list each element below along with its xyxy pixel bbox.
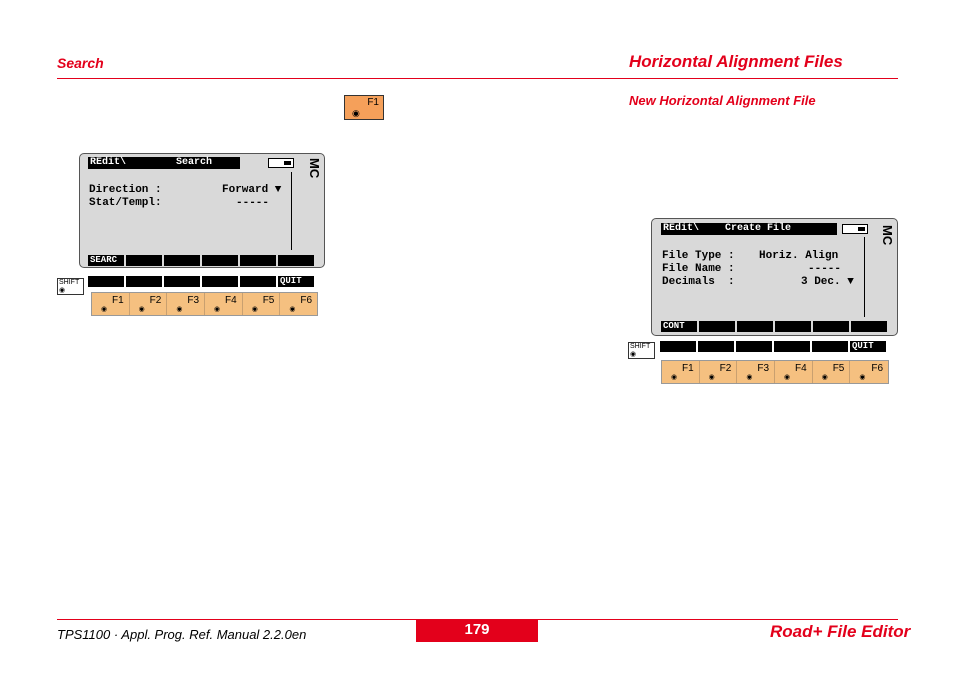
key-dot-icon: ◉ [671, 374, 678, 381]
key-dot-icon: ◉ [708, 374, 715, 381]
f2-label: F2 [149, 295, 162, 306]
page-number: 179 [416, 620, 538, 642]
create-file-screen [651, 218, 898, 336]
section-title-search: Search [57, 55, 104, 71]
f6-key[interactable] [850, 361, 888, 383]
shift-label: SHIFT [630, 343, 651, 350]
key-dot-icon: ◉ [214, 306, 221, 313]
key-dot-icon: ◉ [859, 374, 866, 381]
divider-line [864, 237, 865, 317]
key-dot-icon: ◉ [352, 108, 360, 118]
manual-reference: TPS1100 · Appl. Prog. Ref. Manual 2.2.0en [57, 627, 307, 642]
title-center: Search [176, 157, 213, 168]
f4-key[interactable] [205, 293, 243, 315]
shift-softkey-3[interactable] [736, 341, 772, 352]
mc-label: MC [880, 225, 895, 246]
file-name-value[interactable]: ----- [808, 263, 842, 275]
file-name-label: File Name : [662, 263, 735, 275]
shift-softkey-4[interactable] [774, 341, 810, 352]
title-left: REdit\ [663, 223, 700, 234]
key-dot-icon: ◉ [746, 374, 753, 381]
shift-label: SHIFT [59, 279, 80, 286]
softkey-3[interactable] [164, 255, 200, 266]
f5-label: F5 [832, 363, 845, 374]
file-type-value[interactable]: Horiz. Align [759, 250, 839, 262]
f5-label: F5 [262, 295, 275, 306]
f2-key[interactable] [130, 293, 168, 315]
f3-key[interactable] [737, 361, 775, 383]
f4-key[interactable] [775, 361, 813, 383]
file-type-label: File Type : [662, 250, 735, 262]
direction-value[interactable]: Forward ▼ [222, 184, 282, 196]
softkey-2[interactable] [126, 255, 162, 266]
f4-label: F4 [225, 295, 237, 306]
chapter-title: Road+ File Editor [770, 622, 911, 641]
f1-key[interactable] [92, 293, 130, 315]
function-key-row [91, 292, 318, 316]
softkey-6[interactable] [278, 255, 314, 266]
stat-templ-label: Stat/Templ: [89, 197, 162, 209]
f2-key[interactable] [700, 361, 738, 383]
softkey-3[interactable] [737, 321, 773, 332]
softkey-2[interactable] [699, 321, 735, 332]
shift-softkey-row [660, 341, 886, 352]
softkey-cont[interactable]: CONT [661, 321, 697, 332]
title-center: Create File [725, 223, 792, 234]
f1-key [344, 95, 384, 120]
f6-label: F6 [871, 363, 884, 374]
key-dot-icon: ◉ [784, 374, 791, 381]
f1-label: F1 [682, 363, 694, 374]
f1-label: F1 [112, 295, 124, 306]
key-dot-icon: ◉ [138, 306, 145, 313]
shift-softkey-5[interactable] [240, 276, 276, 287]
screen-titlebar [661, 223, 837, 235]
shift-key[interactable] [57, 278, 84, 295]
f3-label: F3 [757, 363, 770, 374]
screen-titlebar [88, 157, 240, 169]
softkey-5[interactable] [240, 255, 276, 266]
f1-key-label: F1 [367, 97, 379, 108]
softkey-4[interactable] [202, 255, 238, 266]
shift-softkey-1[interactable] [660, 341, 696, 352]
page-title: Horizontal Alignment Files [629, 52, 843, 71]
f5-key[interactable] [243, 293, 281, 315]
shift-softkey-quit[interactable]: QUIT [850, 341, 886, 352]
f6-label: F6 [300, 295, 313, 306]
function-key-row [661, 360, 889, 384]
f6-key[interactable] [280, 293, 317, 315]
key-dot-icon: ◉ [101, 306, 108, 313]
shift-softkey-2[interactable] [698, 341, 734, 352]
softkey-4[interactable] [775, 321, 811, 332]
shift-key[interactable] [628, 342, 655, 359]
f3-label: F3 [187, 295, 200, 306]
subheading: New Horizontal Alignment File [629, 93, 816, 108]
softkey-row [88, 255, 314, 266]
battery-icon [842, 224, 868, 234]
f4-label: F4 [795, 363, 807, 374]
stat-templ-value[interactable]: ----- [236, 197, 270, 209]
key-dot-icon: ◉ [176, 306, 183, 313]
shift-softkey-4[interactable] [202, 276, 238, 287]
shift-dot-icon: ◉ [59, 287, 66, 294]
softkey-6[interactable] [851, 321, 887, 332]
f1-key[interactable] [662, 361, 700, 383]
softkey-5[interactable] [813, 321, 849, 332]
softkey-searc[interactable]: SEARC [88, 255, 124, 266]
divider-line [291, 172, 292, 250]
decimals-value[interactable]: 3 Dec. ▼ [801, 276, 854, 288]
search-screen [79, 153, 325, 268]
decimals-label: Decimals : [662, 276, 735, 288]
shift-softkey-quit[interactable]: QUIT [278, 276, 314, 287]
f5-key[interactable] [813, 361, 851, 383]
softkey-row [661, 321, 887, 332]
key-dot-icon: ◉ [821, 374, 828, 381]
key-dot-icon: ◉ [289, 306, 296, 313]
f3-key[interactable] [167, 293, 205, 315]
key-dot-icon: ◉ [251, 306, 258, 313]
shift-softkey-3[interactable] [164, 276, 200, 287]
mc-label: MC [307, 158, 322, 179]
shift-dot-icon: ◉ [630, 351, 637, 358]
direction-label: Direction : [89, 184, 162, 196]
shift-softkey-2[interactable] [126, 276, 162, 287]
title-left: REdit\ [90, 157, 127, 168]
shift-softkey-1[interactable] [88, 276, 124, 287]
shift-softkey-row [88, 276, 314, 287]
shift-softkey-5[interactable] [812, 341, 848, 352]
battery-icon [268, 158, 294, 168]
header-rule [57, 78, 898, 79]
f2-label: F2 [719, 363, 732, 374]
